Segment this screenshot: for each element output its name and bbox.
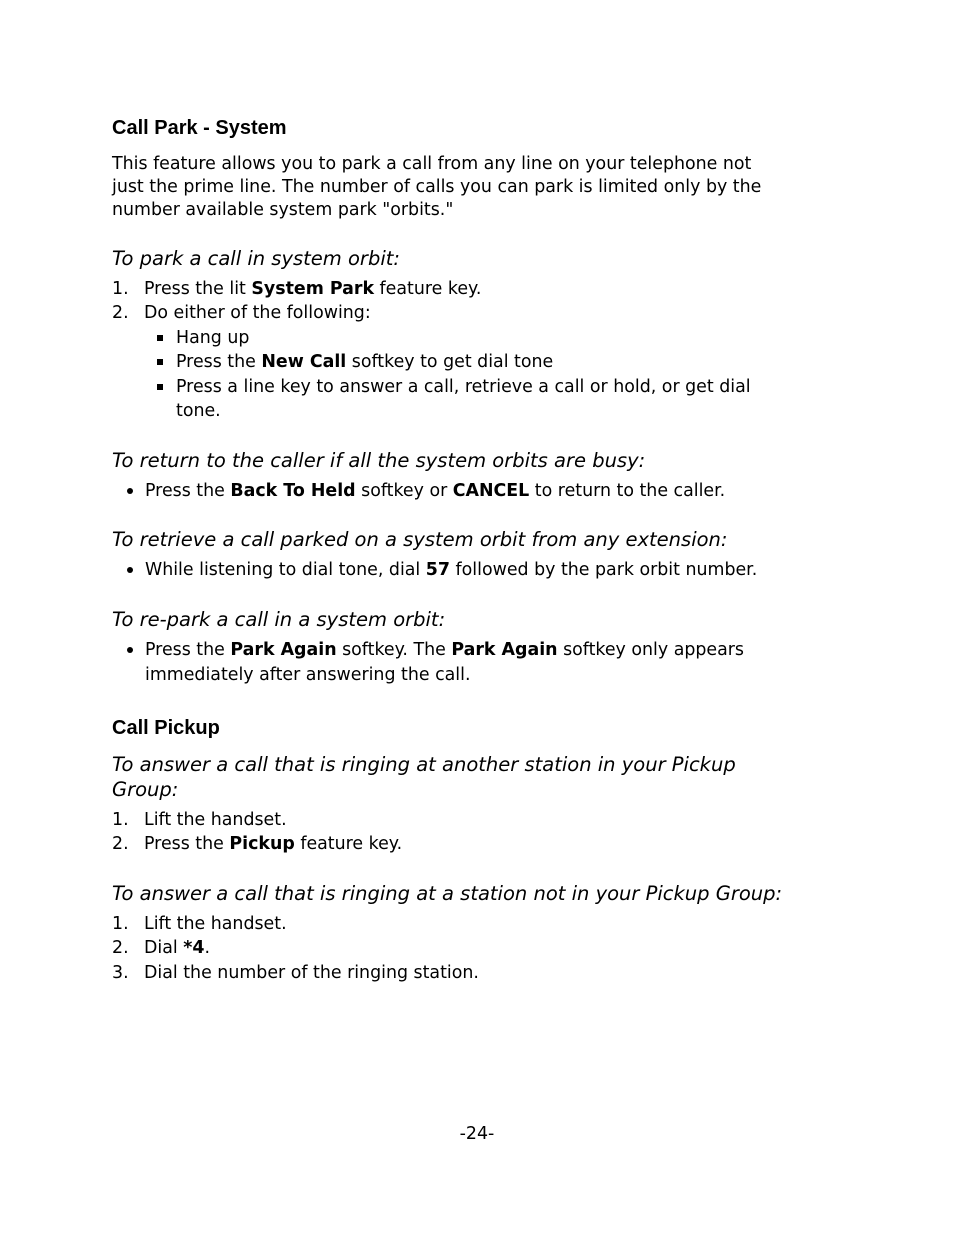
step-item [112, 937, 832, 960]
option-item [112, 327, 832, 350]
bullet-text: Press the Back To Held softkey or CANCEL to return to the caller. [145, 481, 726, 501]
step-text: Press the lit System Park feature key. [144, 279, 482, 299]
step-number: 1. [112, 810, 129, 830]
square-bullet-icon [157, 359, 163, 365]
bullet-item [112, 559, 832, 582]
square-bullet-icon [157, 384, 163, 390]
step-number: 1. [112, 914, 129, 934]
step-text: Press the Pickup feature key. [144, 834, 403, 854]
step-number: 1. [112, 279, 129, 299]
option-item [112, 376, 832, 399]
option-text: Hang up [176, 328, 250, 348]
procedure-heading-not-in-group: To answer a call that is ringing at a station not in your Pickup Group: [112, 882, 783, 905]
intro-line-2: just the prime line. The number of calls you can park is limited only by the [112, 177, 762, 197]
procedure-heading-pickup-group-cont: Group: [112, 778, 179, 801]
step-number: 2. [112, 938, 129, 958]
square-bullet-icon [157, 335, 163, 341]
step-text: Do either of the following: [144, 303, 371, 323]
bullet-item-continuation [112, 664, 832, 687]
bullet-text: immediately after answering the call. [145, 665, 471, 685]
option-text: tone. [176, 401, 221, 421]
procedure-heading-retrieve: To retrieve a call parked on a system orbit from any extension: [112, 528, 728, 551]
procedure-heading-pickup-group: To answer a call that is ringing at another station in your Pickup [112, 753, 736, 776]
section-title-call-park-system: Call Park - System [112, 117, 287, 139]
procedure-heading-park: To park a call in system orbit: [112, 247, 400, 270]
bullet-text: While listening to dial tone, dial 57 followed by the park orbit number. [145, 560, 758, 580]
intro-line-1: This feature allows you to park a call from any line on your telephone not [112, 154, 752, 174]
step-number: 2. [112, 834, 129, 854]
step-text: Dial the number of the ringing station. [144, 963, 479, 983]
page-number: -24- [459, 1124, 495, 1144]
round-bullet-icon [127, 488, 133, 494]
step-number: 3. [112, 963, 129, 983]
bullet-text: Press the Park Again softkey. The Park Again softkey only appears [145, 640, 744, 660]
step-text: Lift the handset. [144, 914, 287, 934]
option-text: Press the New Call softkey to get dial tone [176, 352, 554, 372]
procedure-heading-repark: To re-park a call in a system orbit: [112, 608, 446, 631]
step-item [112, 302, 832, 325]
option-text: Press a line key to answer a call, retrieve a call or hold, or get dial [176, 377, 751, 397]
option-item [112, 351, 832, 374]
step-item [112, 962, 832, 985]
procedure-heading-return: To return to the caller if all the system orbits are busy: [112, 449, 646, 472]
step-number: 2. [112, 303, 129, 323]
step-item [112, 833, 832, 856]
step-text: Lift the handset. [144, 810, 287, 830]
step-item [112, 913, 832, 936]
intro-line-3: number available system park "orbits." [112, 200, 454, 220]
step-item [112, 278, 832, 301]
section-title-call-pickup: Call Pickup [112, 717, 220, 739]
round-bullet-icon [127, 567, 133, 573]
round-bullet-icon [127, 647, 133, 653]
option-item-continuation [112, 400, 832, 423]
bullet-item [112, 480, 832, 503]
step-item [112, 809, 832, 832]
step-text: Dial *4. [144, 938, 210, 958]
bullet-item [112, 639, 832, 662]
